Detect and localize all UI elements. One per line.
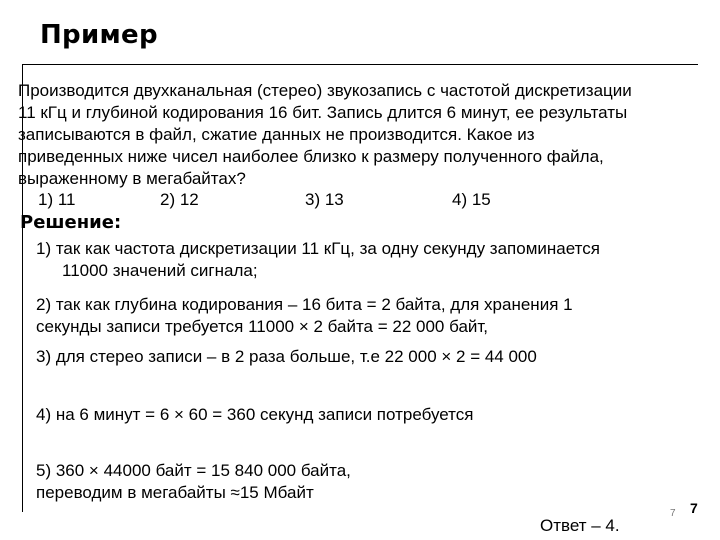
- answer-option-1: 1) 11: [38, 190, 76, 209]
- answer-option-3: 3) 13: [305, 190, 344, 209]
- solution-step-2-line-1: 2) так как глубина кодирования – 16 бита = 2 байта, для хранения 1: [36, 295, 573, 314]
- solution-step-1-line-2: 11000 значений сигнала;: [62, 261, 258, 280]
- solution-step-4: 4) на 6 минут = 6 × 60 = 360 секунд записи потребуется: [36, 405, 474, 424]
- problem-line-4: приведенных ниже чисел наиболее близко к размеру полученного файла,: [18, 147, 604, 166]
- problem-line-2: 11 кГц и глубиной кодирования 16 бит. Запись длится 6 минут, ее результаты: [18, 103, 628, 122]
- problem-line-1: Производится двухканальная (стерео) звукозапись с частотой дискретизации: [18, 81, 632, 100]
- solution-heading: Решение:: [20, 212, 122, 233]
- answer-option-4: 4) 15: [452, 190, 491, 209]
- final-answer: Ответ – 4.: [540, 516, 620, 535]
- answer-option-2: 2) 12: [160, 190, 199, 209]
- page-number-large: 7: [690, 500, 698, 516]
- solution-step-5-line-1: 5) 360 × 44000 байт = 15 840 000 байта,: [36, 461, 351, 480]
- problem-line-5: выраженному в мегабайтах?: [18, 169, 246, 188]
- solution-step-3: 3) для стерео записи – в 2 раза больше, т.е 22 000 × 2 = 44 000: [36, 347, 537, 366]
- page-number-small: 7: [670, 508, 676, 519]
- problem-line-3: записываются в файл, сжатие данных не производится. Какое из: [18, 125, 535, 144]
- title-underline: [22, 64, 698, 65]
- solution-step-5-line-2: переводим в мегабайты ≈15 Мбайт: [36, 483, 314, 502]
- slide-title: Пример: [40, 20, 158, 50]
- solution-step-1-line-1: 1) так как частота дискретизации 11 кГц, за одну секунду запоминается: [36, 239, 600, 258]
- solution-step-2-line-2: секунды записи требуется 11000 × 2 байта = 22 000 байт,: [36, 317, 489, 336]
